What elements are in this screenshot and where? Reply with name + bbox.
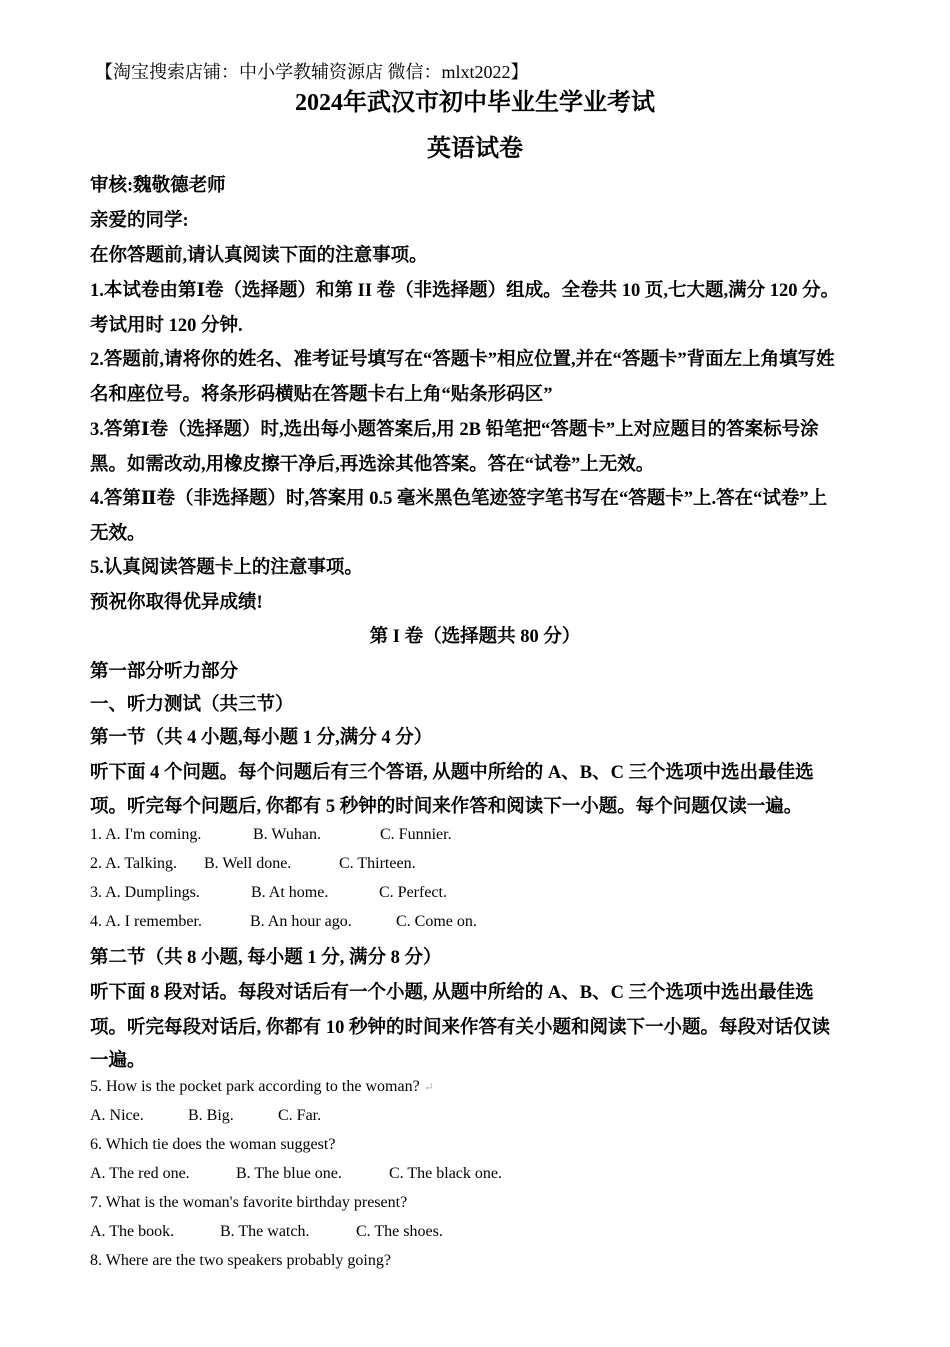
reviewer-line: 审核:魏敬德老师	[90, 176, 226, 196]
option-c: C. The black one.	[389, 1165, 503, 1182]
option-a: A. Nice.	[90, 1107, 144, 1124]
question-5-options	[90, 1107, 321, 1125]
option-c: C. Far.	[278, 1107, 322, 1124]
section-2-instructions-line-3: 一遍。	[90, 1051, 146, 1071]
question-7-stem: 7. What is the woman's favorite birthday present?	[90, 1194, 408, 1211]
greeting-line: 亲爱的同学:	[90, 211, 189, 231]
option-b: B. An hour ago.	[250, 913, 352, 930]
option-b: B. Big.	[188, 1107, 234, 1124]
note-2-line-1: 2.答题前,请将你的姓名、准考证号填写在“答题卡”相应位置,并在“答题卡”背面左上角填写姓	[90, 350, 835, 370]
question-2-options	[90, 855, 416, 873]
option-b: B. At home.	[251, 884, 329, 901]
option-b: B. The watch.	[220, 1223, 310, 1240]
exam-title: 2024年武汉市初中毕业生学业考试	[295, 90, 655, 116]
option-c: C. Perfect.	[379, 884, 447, 901]
option-a: 1. A. I'm coming.	[90, 826, 202, 843]
option-a: 2. A. Talking.	[90, 855, 178, 872]
option-a: A. The book.	[90, 1223, 175, 1240]
note-4-line-1: 4.答第Ⅱ卷（非选择题）时,答案用 0.5 毫米黑色笔迹签字笔书写在“答题卡”上.答在“试卷”上	[90, 489, 828, 509]
note-3-line-1: 3.答第Ⅰ卷（选择题）时,选出每小题答案后,用 2B 铅笔把“答题卡”上对应题目的答案标号涂	[90, 420, 819, 440]
note-1-line-2: 考试用时 120 分钟.	[90, 316, 243, 336]
option-b: B. The blue one.	[236, 1165, 342, 1182]
note-1-line-1: 1.本试卷由第Ⅰ卷（选择题）和第 II 卷（非选择题）组成。全卷共 10 页,七大题,满分 120 分。	[90, 281, 840, 301]
paragraph-mark: ↵	[423, 1080, 434, 1094]
option-c: C. Come on.	[396, 913, 477, 930]
option-a: 4. A. I remember.	[90, 913, 202, 930]
exam-subtitle: 英语试卷	[427, 136, 523, 162]
option-c: C. Funnier.	[380, 826, 452, 843]
option-a: A. The red one.	[90, 1165, 190, 1182]
question-8-stem: 8. Where are the two speakers probably going?	[90, 1252, 391, 1269]
volume-1-heading: 第 I 卷（选择题共 80 分）	[369, 627, 581, 647]
option-b: B. Well done.	[204, 855, 292, 872]
note-4-line-2: 无效。	[90, 524, 146, 544]
question-4-options	[90, 913, 477, 931]
section-1-instructions-line-1: 听下面 4 个问题。每个问题后有三个答语, 从题中所给的 A、B、C 三个选项中选出最佳选	[90, 763, 814, 783]
section-1-instructions-line-2: 项。听完每个问题后, 你都有 5 秒钟的时间来作答和阅读下一小题。每个问题仅读一遍。	[90, 797, 803, 817]
option-a: 3. A. Dumplings.	[90, 884, 200, 901]
question-5-stem	[90, 1078, 434, 1096]
section-2-instructions-line-2: 项。听完每段对话后, 你都有 10 秒钟的时间来作答有关小题和阅读下一小题。每段对话仅读	[90, 1018, 831, 1038]
part-1-heading: 第一部分听力部分	[90, 662, 239, 682]
question-7-options	[90, 1223, 443, 1241]
note-3-line-2: 黑。如需改动,用橡皮擦干净后,再选涂其他答案。答在“试卷”上无效。	[90, 455, 655, 475]
note-5-line-1: 5.认真阅读答题卡上的注意事项。	[90, 558, 363, 578]
question-6-options	[90, 1165, 502, 1183]
question-1-options	[90, 826, 452, 844]
question-3-options	[90, 884, 447, 902]
section-2-heading: 第二节（共 8 小题, 每小题 1 分, 满分 8 分）	[90, 948, 442, 968]
note-2-line-2: 名和座位号。将条形码横贴在答题卡右上角“贴条形码区”	[90, 385, 553, 405]
question-6-stem: 6. Which tie does the woman suggest?	[90, 1136, 336, 1153]
option-b: B. Wuhan.	[253, 826, 321, 843]
listening-heading: 一、听力测试（共三节）	[90, 695, 294, 715]
section-1-heading: 第一节（共 4 小题,每小题 1 分,满分 4 分）	[90, 728, 433, 748]
section-2-instructions-line-1: 听下面 8 段对话。每段对话后有一个小题, 从题中所给的 A、B、C 三个选项中选出最佳选	[90, 983, 814, 1003]
intro-line: 在你答题前,请认真阅读下面的注意事项。	[90, 246, 428, 266]
question-text: 5. How is the pocket park according to the woman?	[90, 1078, 420, 1095]
option-c: C. The shoes.	[356, 1223, 443, 1240]
shop-banner: 【淘宝搜索店铺：中小学教辅资源店 微信：mlxt2022】	[95, 62, 529, 82]
option-c: C. Thirteen.	[339, 855, 416, 872]
wish-line: 预祝你取得优异成绩!	[90, 593, 263, 613]
